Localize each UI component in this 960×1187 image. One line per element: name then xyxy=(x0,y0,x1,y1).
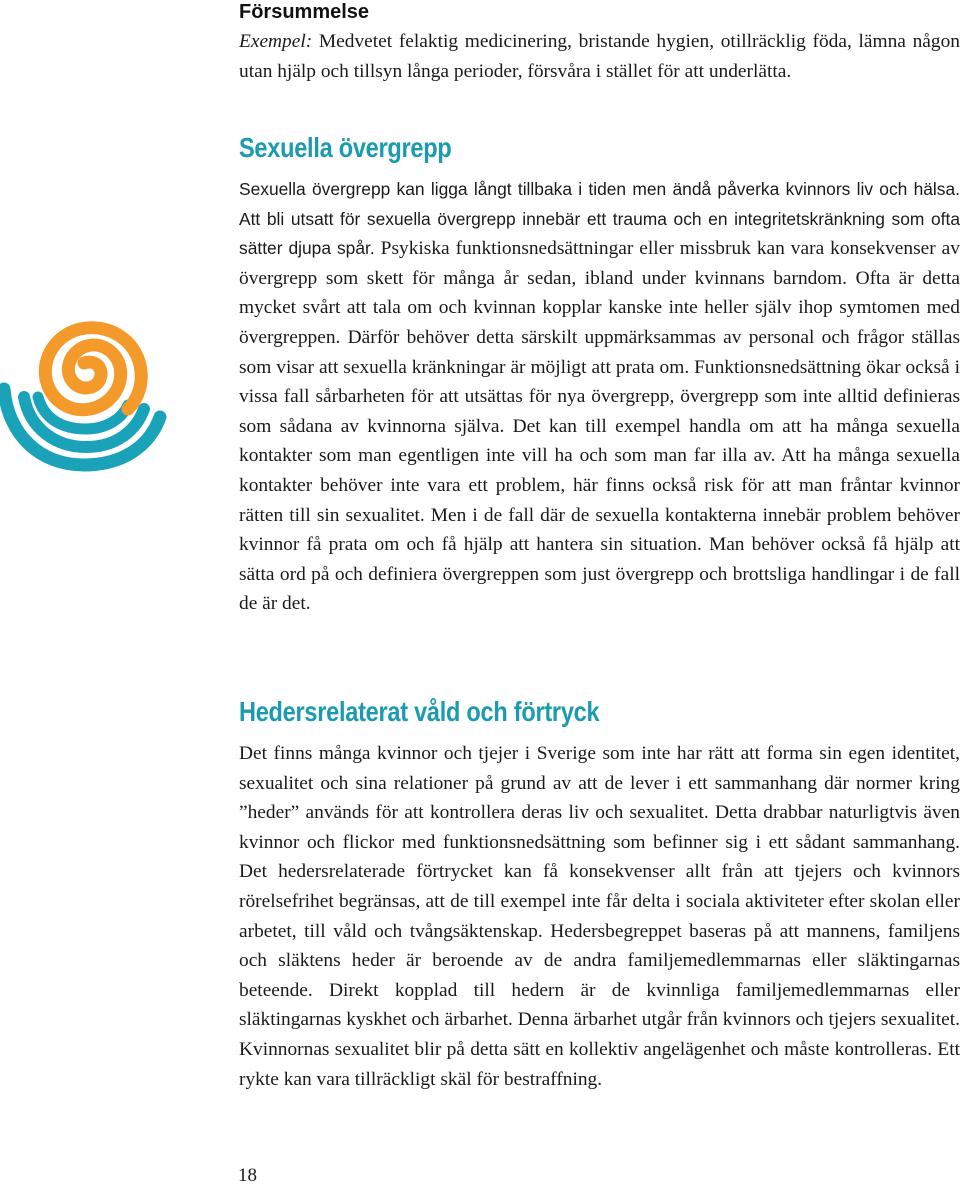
heders-heading: Hedersrelaterat våld och förtryck xyxy=(239,696,600,727)
sexuella-lead: Sexuella övergrepp kan ligga långt tillbaka i tiden men ändå påverka kvinnors liv och hälsa. Att bli utsatt för sexuella övergrepp innebär ett trauma och en integritetskränkning som ofta sätter djupa spår. xyxy=(239,179,960,259)
example-label: Exempel: xyxy=(239,31,313,52)
forsummelse-heading: Försummelse xyxy=(239,1,370,23)
section-heders xyxy=(239,695,960,1094)
forsummelse-example xyxy=(239,27,960,86)
example-text: Medvetet felaktig medicinering, bristande hygien, otillräcklig föda, lämna någon utan hjälp och tillsyn långa perioder, försvåra i stället för att underlätta. xyxy=(239,31,960,82)
sexuella-body xyxy=(239,175,960,619)
section-forsummelse xyxy=(239,0,960,86)
spiral-logo-icon xyxy=(0,305,180,480)
page-number: 18 xyxy=(238,1165,257,1186)
sexuella-text: Psykiska funktionsnedsättningar eller missbruk kan vara konsekvenser av övergrepp som skett för många år sedan, ibland under kvinnans barndom. Ofta är detta mycket svårt att tala om och kvinnan kopplar kanske inte heller själv ihop symtomen med övergreppen. Därför behöver detta särskilt uppmärksammas av personal och frågor ställas som visar att sexuella kränkningar är möjligt att prata om. Funktionsnedsättning ökar också i vissa fall sårbarheten för att utsättas för nya övergrepp, övergrepp som inte alltid definieras som sådana av kvinnorna själva. Det kan till exempel handla om att ha många sexuella kontakter som man egentligen inte vill ha och som man far illa av. Att ha många sexuella kontakter behöver inte vara ett problem, här finns också risk för att man fråntar kvinnor rätten till sin sexualitet. Men i de fall där de sexuella kontakterna innebär problem behöver kvinnor få prata om och få hjälp att hantera sin situation. Man behöver också få hjälp att sätta ord på och definiera övergreppen som just övergrepp och brottsliga handlingar i de fall de är det. xyxy=(239,238,960,615)
heders-body: Det finns många kvinnor och tjejer i Sverige som inte har rätt att forma sin egen identitet, sexualitet och sina relationer på grund av att de lever i ett sammanhang där normer kring ”heder” används för att kontrollera deras liv och sexualitet. Detta drabbar naturligtvis även kvinnor och flickor med funktionsnedsättning som befinner sig i ett sådant sammanhang. Det hedersrelaterade förtrycket kan få konsekvenser allt från att tjejers och kvinnors rörelsefrihet begränsas, att de till exempel inte får delta i sociala aktiviteter efter skolan eller arbetet, till våld och tvångsäktenskap. Hedersbegreppet baseras på att mannens, familjens och släktens heder är beroende av de andra familjemedlemmarnas eller släktingarnas beteende. Direkt kopplad till hedern är de kvinnliga familjemedlemmarnas eller släktingarnas kyskhet och ärbarhet. Denna ärbarhet utgår från kvinnors och tjejers sexualitet. Kvinnornas sexualitet blir på detta sätt en kollektiv angelägenhet och måste kontrolleras. Ett rykte kan vara tillräckligt skäl för bestraffning. xyxy=(239,743,960,1090)
sexuella-heading: Sexuella övergrepp xyxy=(239,132,452,163)
spiral-orange xyxy=(45,328,141,410)
section-sexuella xyxy=(239,131,960,619)
